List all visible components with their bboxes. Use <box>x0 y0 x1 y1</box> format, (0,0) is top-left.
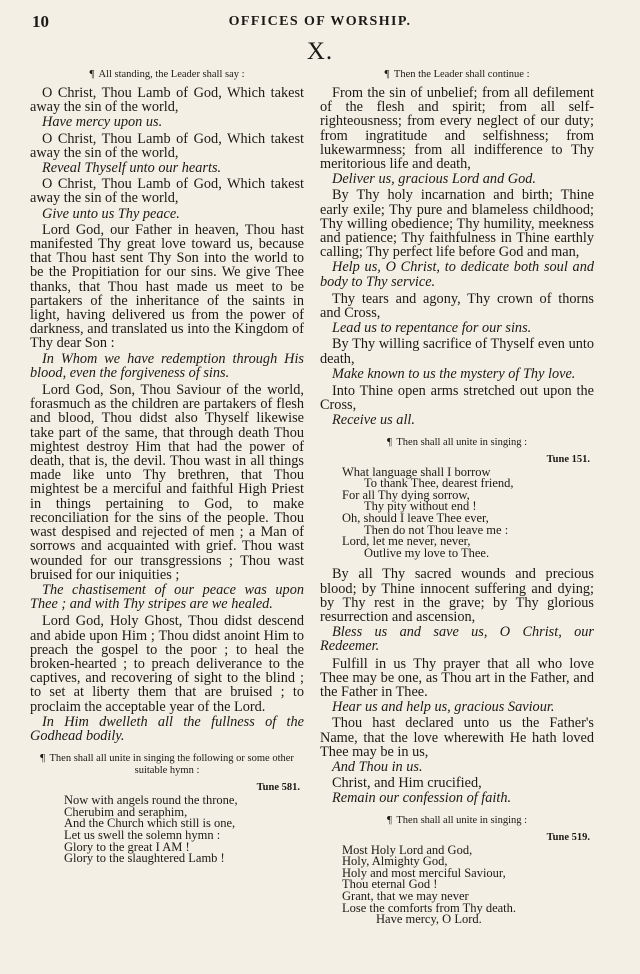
response: Bless us and save us, O Christ, our Redeemer. <box>320 624 594 655</box>
left-column <box>30 68 304 873</box>
prayer-paragraph: By Thy holy incarnation and birth; Thine early exile; Thy pure and blameless childhood; Thy willing obedience; Thy humility, meekness and patience; Thy faithfulness in Thine earthly calling; Thy perfect life before God and man, <box>320 187 594 261</box>
pilcrow-icon: ¶ <box>384 68 390 80</box>
hymn-line: Holy, Almighty God, <box>342 854 448 869</box>
rubric: ¶ All standing, the Leader shall say : <box>89 68 245 80</box>
rubric: ¶ Then the Leader shall continue : <box>384 68 530 80</box>
hymn-line: Thy pity without end ! <box>364 499 477 514</box>
prayer-paragraph: By Thy willing sacrifice of Thyself even unto death, <box>320 336 594 367</box>
hymn-line: Lord, let me never, never, <box>342 534 471 549</box>
hymn-line: Have mercy, O Lord. <box>376 912 482 927</box>
hymn-verse <box>30 795 304 865</box>
response: Give unto us Thy peace. <box>42 205 180 222</box>
tune-number: Tune 581. <box>256 782 300 794</box>
response: Lead us to repentance for our sins. <box>332 320 532 337</box>
hymn-line: And the Church which still is one, <box>64 816 236 831</box>
prayer-paragraph: Lord God, Son, Thou Saviour of the world, forasmuch as the children are partakers of flesh and blood, Thou didst also Thyself likewise take part of the same, that through death Thou mightest destroy Him that had the power of death, that is, the devil. Thou wast in all things made like unto Thy brethren, that Thou mightest be a merciful and faithful High Priest in things pertaining to God, to make reconciliation for the sins of the people. Thou wast despised and rejected of men ; a Man of sorrows and acquainted with grief. Thou wast wounded for our transgressions ; Thou wast bruised for our iniquities ; <box>30 382 304 583</box>
hymn-line: Most Holy Lord and God, <box>342 842 473 857</box>
prayer-paragraph: Lord God, Holy Ghost, Thou didst descend and abide upon Him ; Thou didst anoint Him to preach the gospel to the poor ; to heal the broken-hearted ; to preach deliverance to the captives, and recovering of sight to the blind ; to set at liberty them that are bruised ; to proclaim the acceptable year of the Lord. <box>30 613 304 715</box>
response: Deliver us, gracious Lord and God. <box>332 171 536 188</box>
response: Receive us all. <box>332 412 415 429</box>
section-number: X. <box>306 38 334 65</box>
hymn-line: Glory to the slaughtered Lamb ! <box>64 851 225 866</box>
tune-number: Tune 151. <box>546 453 590 465</box>
versicle: O Christ, Thou Lamb of God, Which takest away the sin of the world, <box>30 176 304 207</box>
response: In Whom we have redemption through His blood, even the forgiveness of sins. <box>30 350 304 381</box>
right-column <box>320 68 594 934</box>
hymn-verse <box>320 842 594 927</box>
response: The chastisement of our peace was upon Thee ; and with Thy stripes are we healed. <box>30 581 304 613</box>
hymn-line: Outlive my love to Thee. <box>364 545 490 560</box>
hymn-line: Holy and most merciful Saviour, <box>342 865 506 880</box>
hymn-line: Glory to the great I AM ! <box>64 839 190 854</box>
response: Remain our confession of faith. <box>332 790 512 807</box>
page-number: 10 <box>32 12 49 31</box>
response: And Thou in us. <box>332 759 423 776</box>
pilcrow-icon: ¶ <box>40 752 46 765</box>
hymn-line: Oh, should I leave Thee ever, <box>342 511 489 526</box>
prayer-paragraph: Thou hast declared unto us the Father's Name, that the love wherewith He hath loved Thee may be in us, <box>320 715 594 760</box>
running-title: OFFICES OF WORSHIP. <box>228 14 412 29</box>
hymn-line: Grant, that we may never <box>342 889 469 904</box>
hymn-line: Cherubim and seraphim, <box>64 804 188 819</box>
hymn-line: To thank Thee, dearest friend, <box>364 476 514 491</box>
versicle: O Christ, Thou Lamb of God, Which takest away the sin of the world, <box>30 130 304 161</box>
tune-number: Tune 519. <box>546 831 590 843</box>
pilcrow-icon: ¶ <box>386 435 392 448</box>
hymn-line: Let us swell the solemn hymn : <box>64 827 221 842</box>
response: Help us, O Christ, to dedicate both soul and body to Thy service. <box>320 259 594 290</box>
pilcrow-icon: ¶ <box>386 813 392 826</box>
prayer-paragraph: Into Thine open arms stretched out upon the Cross, <box>320 383 594 414</box>
hymn-line: Then do not Thou leave me : <box>364 522 509 537</box>
versicle: O Christ, Thou Lamb of God, Which takest away the sin of the world, <box>30 85 304 116</box>
response: Have mercy upon us. <box>42 114 163 131</box>
prayer-paragraph: Fulfill in us Thy prayer that all who love Thee may be one, as Thou art in the Father, and the Father in Thee. <box>320 655 594 701</box>
prayer-paragraph: Thy tears and agony, Thy crown of thorns and Cross, <box>320 290 594 322</box>
hymn-line: Now with angels round the throne, <box>64 793 238 808</box>
rubric: ¶ Then shall all unite in singing : <box>386 813 528 826</box>
response: Make known to us the mystery of Thy love. <box>332 365 576 382</box>
response: Hear us and help us, gracious Saviour. <box>332 699 555 716</box>
response: In Him dwelleth all the fullness of the Godhead bodily. <box>30 713 304 744</box>
response: Reveal Thyself unto our hearts. <box>42 160 222 177</box>
rubric: ¶ Then shall all unite in singing : <box>386 435 528 448</box>
prayer-paragraph: By all Thy sacred wounds and precious blood; by Thine innocent suffering and dying; by Thy rest in the grave; by Thy glorious resurrection and ascension, <box>320 566 594 626</box>
prayer-paragraph: Christ, and Him crucified, <box>332 775 482 792</box>
pilcrow-icon: ¶ <box>89 68 95 80</box>
hymn-line: Thou eternal God ! <box>342 877 438 892</box>
hymn-line: For all Thy dying sorrow, <box>342 487 470 502</box>
rubric: ¶ Then shall all unite in singing the following or some other suitable hymn : <box>40 752 294 777</box>
hymn-line: What language shall I borrow <box>342 464 491 479</box>
prayer-paragraph: Lord God, our Father in heaven, Thou hast manifested Thy great love toward us, because that Thou hast sent Thy Son into the world to be the Propitiation for our sins. We give Thee thanks, that Thou hast made us meet to be partakers of the inheritance of the saints in light, having delivered us from the power of darkness, and translated us into the Kingdom of Thy dear Son : <box>30 221 304 352</box>
hymn-line: Lose the comforts from Thy death. <box>342 900 517 915</box>
prayer-paragraph: From the sin of unbelief; from all defilement of the flesh and spirit; from all self-righteousness; from every neglect of our duty; from ingratitude and selfishness; from lukewarmness; from all indifference to Thy meritorious life and death, <box>320 85 594 173</box>
hymn-verse <box>320 464 594 560</box>
page-header <box>0 10 640 32</box>
